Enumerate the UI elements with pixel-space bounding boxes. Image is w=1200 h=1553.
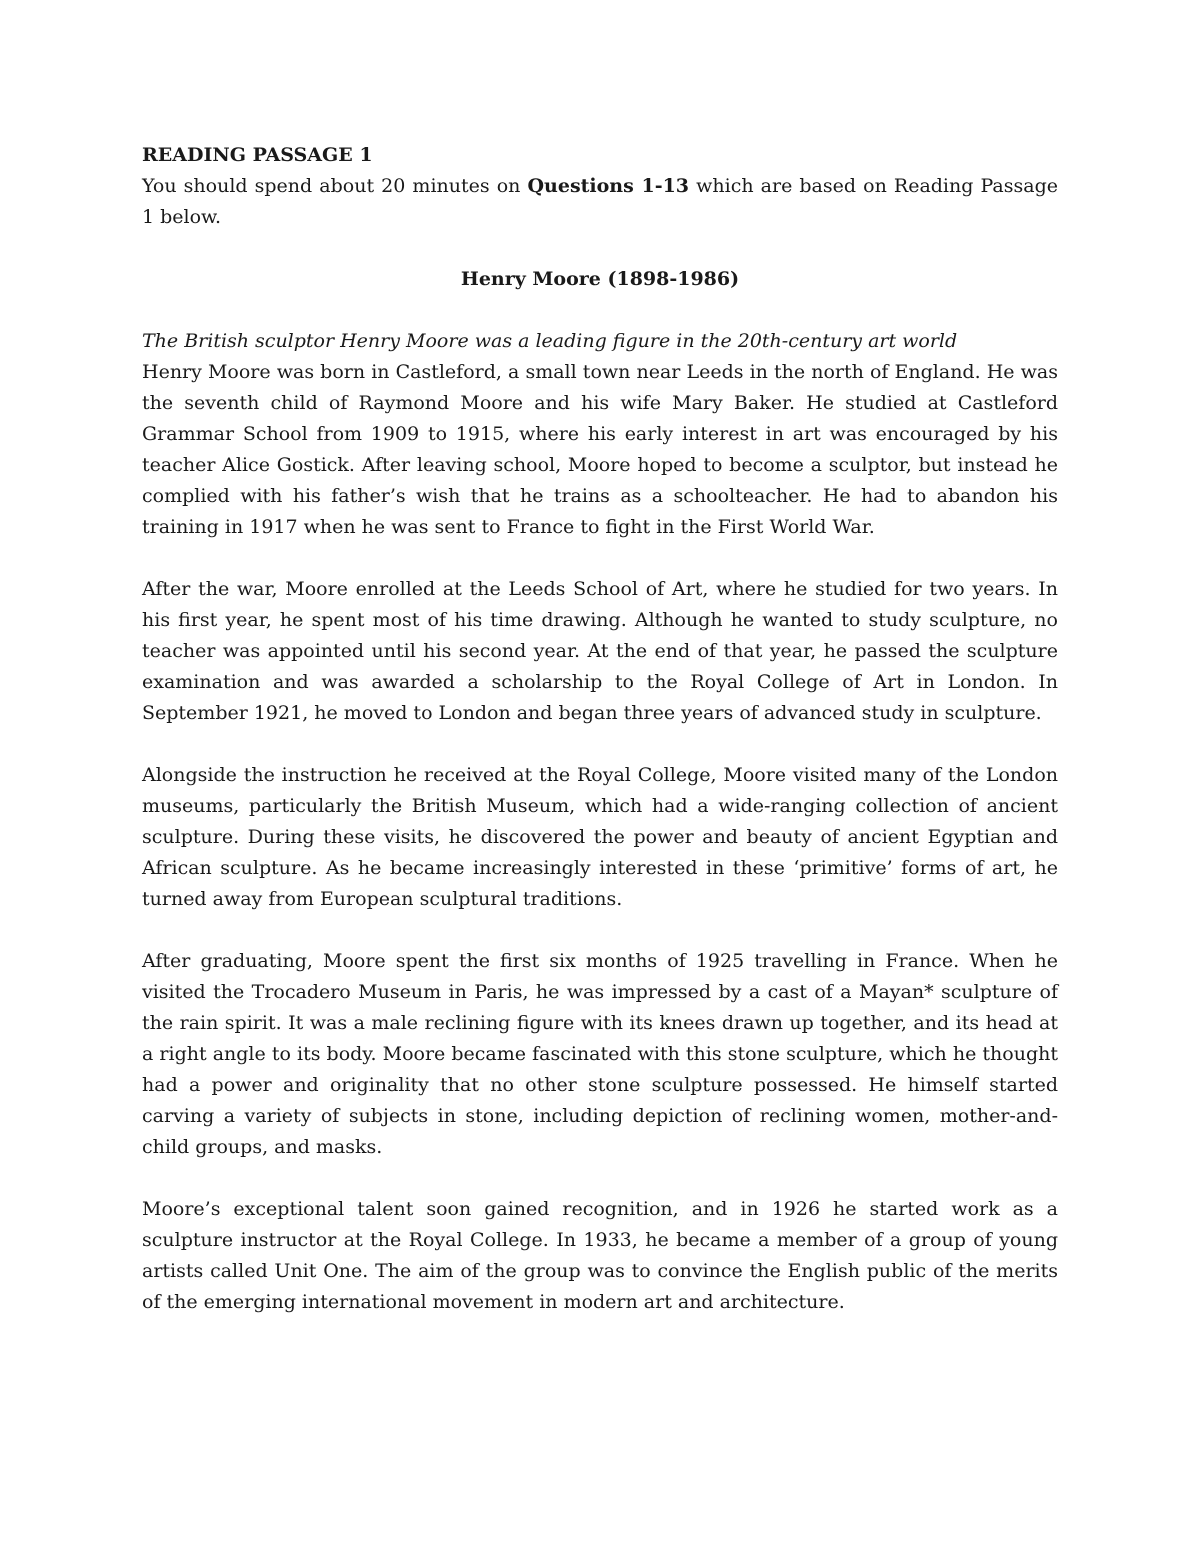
passage-title: Henry Moore (1898-1986) xyxy=(460,268,740,290)
instructions-after: which are based on Reading Passage 1 below. xyxy=(142,175,1058,228)
paragraph-2: After the war, Moore enrolled at the Leeds School of Art, where he studied for two years. In his first year, he spent most of his time drawing. Although he wanted to study sculpture, no teacher was appointed until his second year. At the end of that year, he passed the sculpture examination and was awarded a scholarship to the Royal College of Art in London. In September 1921, he moved to London and began three years of advanced study in sculpture. xyxy=(142,578,1058,724)
passage-heading: READING PASSAGE 1 xyxy=(142,144,373,166)
paragraph-1: Henry Moore was born in Castleford, a small town near Leeds in the north of England. He was the seventh child of Raymond Moore and his wife Mary Baker. He studied at Castleford Grammar School from 1909 to 1915, where his early interest in art was encouraged by his teacher Alice Gostick. After leaving school, Moore hoped to become a sculptor, but instead he complied with his father’s wish that he trains as a schoolteacher. He had to abandon his training in 1917 when he was sent to France to fight in the First World War. xyxy=(142,361,1058,538)
paragraph-4: After graduating, Moore spent the first six months of 1925 travelling in France. When he visited the Trocadero Museum in Paris, he was impressed by a cast of a Mayan* sculpture of the rain spirit. It was a male reclining figure with its knees drawn up together, and its head at a right angle to its body. Moore became fascinated with this stone sculpture, which he thought had a power and originality that no other stone sculpture possessed. He himself started carving a variety of subjects in stone, including depiction of reclining women, mother-and-child groups, and masks. xyxy=(142,950,1058,1158)
paragraph-5: Moore’s exceptional talent soon gained recognition, and in 1926 he started work as a sculpture instructor at the Royal College. In 1933, he became a member of a group of young artists called Unit One. The aim of the group was to convince the English public of the merits of the emerging international movement in modern art and architecture. xyxy=(142,1198,1058,1313)
instructions-questions: Questions 1-13 xyxy=(527,175,690,197)
paragraph-3: Alongside the instruction he received at the Royal College, Moore visited many of the London museums, particularly the British Museum, which had a wide-ranging collection of ancient sculpture. During these visits, he discovered the power and beauty of ancient Egyptian and African sculpture. As he became increasingly interested in these ‘primitive’ forms of art, he turned away from European sculptural traditions. xyxy=(142,764,1058,910)
instructions xyxy=(142,171,1058,233)
document-page xyxy=(142,140,1058,1349)
passage-subtitle: The British sculptor Henry Moore was a leading figure in the 20th-century art world xyxy=(142,330,958,352)
instructions-before: You should spend about 20 minutes on xyxy=(142,175,528,197)
